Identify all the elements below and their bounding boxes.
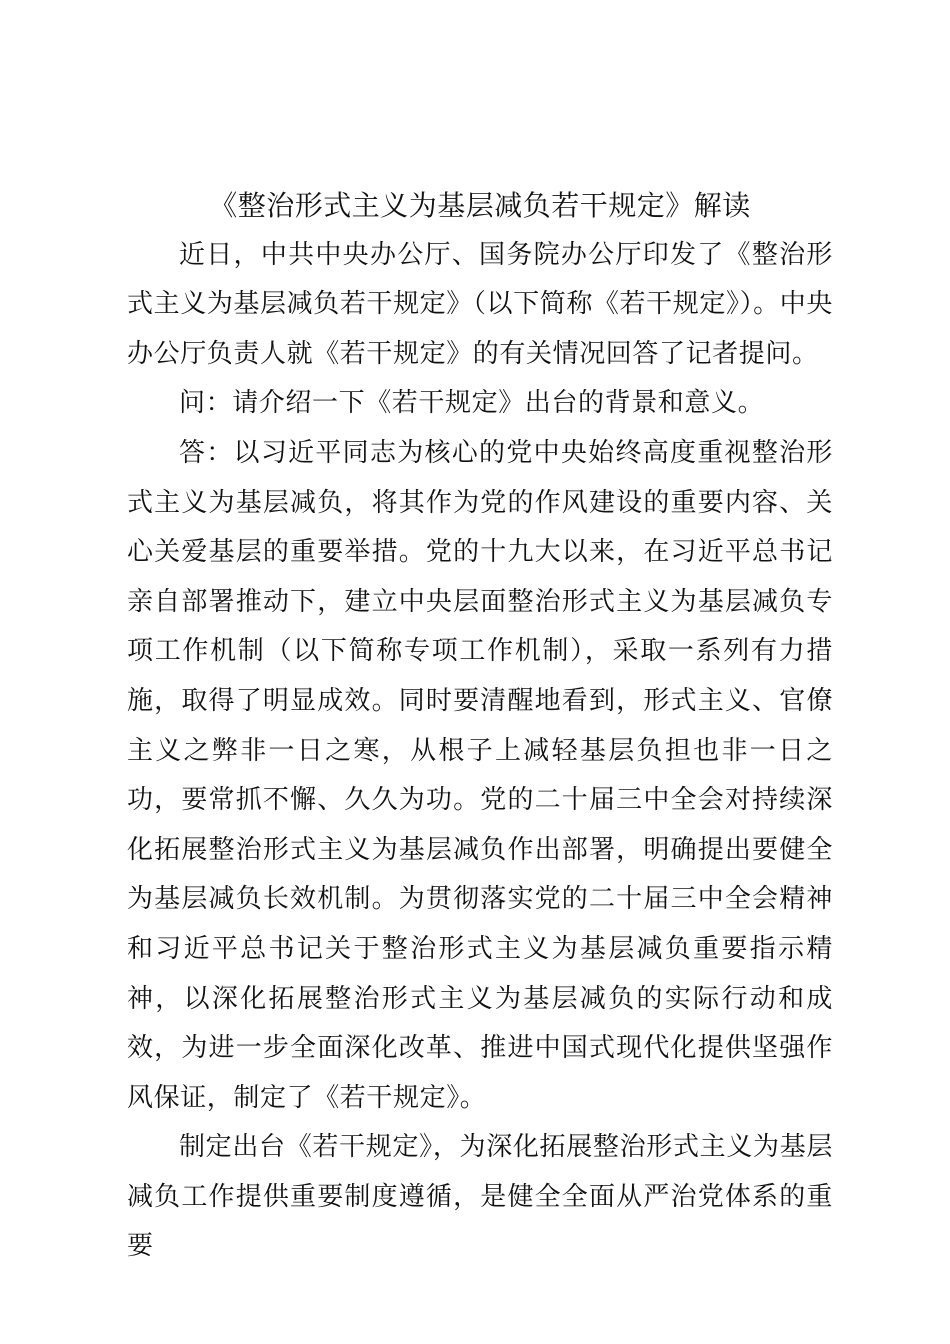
document-body <box>127 181 833 1272</box>
document-title: 《整治形式主义为基层减负若干规定》解读 <box>209 189 751 222</box>
paragraph-intro: 近日，中共中央办公厅、国务院办公厅印发了《整治形式主义为基层减负若干规定》（以下简称《若干规定》）。中央办公厅负责人就《若干规定》的有关情况回答了记者提问。 <box>127 239 833 369</box>
paragraph-answer: 答：以习近平同志为核心的党中央始终高度重视整治形式主义为基层减负，将其作为党的作风建设的重要内容、关心关爱基层的重要举措。党的十九大以来，在习近平总书记亲自部署推动下，建立中央层面整治形式主义为基层减负专项工作机制（以下简称专项工作机制），采取一系列有力措施，取得了明显成效。同时要清醒地看到，形式主义、官僚主义之弊非一日之寒，从根子上减轻基层负担也非一日之功，要常抓不懈、久久为功。党的二十届三中全会对持续深化拓展整治形式主义为基层减负作出部署，明确提出要健全为基层减负长效机制。为贯彻落实党的二十届三中全会精神和习近平总书记关于整治形式主义为基层减负重要指示精神，以深化拓展整治形式主义为基层减负的实际行动和成效，为进一步全面深化改革、推进中国式现代化提供坚强作风保证，制定了《若干规定》。 <box>127 437 833 1113</box>
paragraph-question: 问：请介绍一下《若干规定》出台的背景和意义。 <box>179 388 765 419</box>
paragraph-continuation: 制定出台《若干规定》，为深化拓展整治形式主义为基层减负工作提供重要制度遵循，是健全全面从严治党体系的重要 <box>127 1132 833 1262</box>
